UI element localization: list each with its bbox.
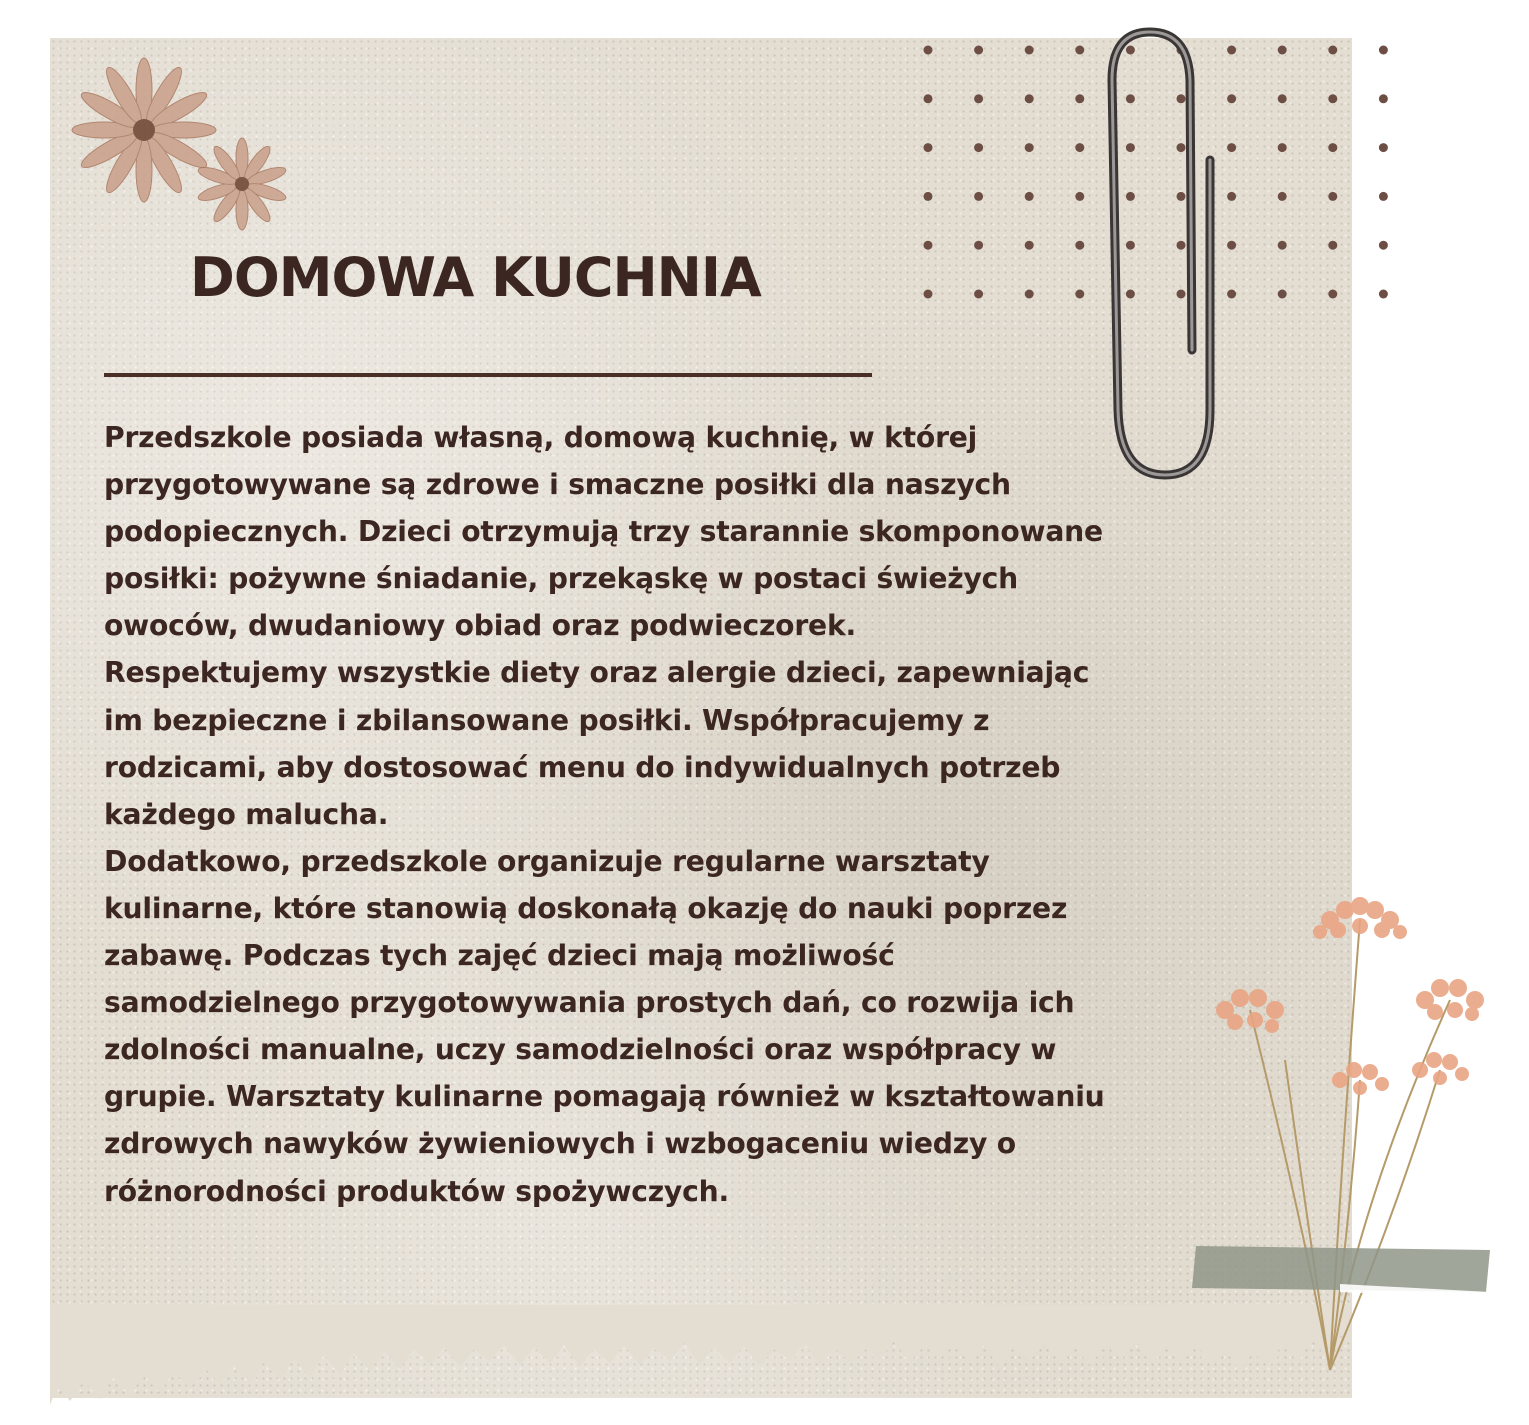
text-line: Dodatkowo, przedszkole organizuje regularne warsztaty: [104, 844, 990, 878]
text-line: im bezpieczne i zbilansowane posiłki. Współpracujemy z: [104, 703, 990, 737]
torn-paper-edge: [50, 1305, 1352, 1425]
dot: [1379, 290, 1388, 299]
text-line: owoców, dwudaniowy obiad oraz podwieczorek.: [104, 609, 857, 643]
text-line: kulinarne, które stanowią doskonałą okazję do nauki poprzez: [104, 891, 1068, 925]
page-title: DOMOWA KUCHNIA: [190, 246, 761, 309]
dot: [1379, 46, 1388, 55]
text-line: Respektujemy wszystkie diety oraz alergie dzieci, zapewniając: [104, 656, 1090, 690]
text-line: różnorodności produktów spożywczych.: [104, 1174, 729, 1208]
dot: [1379, 241, 1388, 250]
text-line: rodzicami, aby dostosować menu do indywidualnych potrzeb: [104, 750, 1061, 784]
text-line: każdego malucha.: [104, 797, 389, 831]
dot: [1379, 143, 1388, 152]
pressed-flower-icon: [1190, 880, 1520, 1380]
text-line: zdolności manualne, uczy samodzielności oraz współpracy w: [104, 1033, 1057, 1067]
dried-flower-icon: [56, 52, 296, 232]
text-line: samodzielnego przygotowywania prostych dań, co rozwija ich: [104, 986, 1075, 1020]
text-line: posiłki: pożywne śniadanie, przekąskę w postaci świeżych: [104, 562, 1019, 596]
body-text: [104, 414, 1264, 1215]
tape-strip-icon: [1192, 1246, 1490, 1298]
text-line: przygotowywane są zdrowe i smaczne posiłki dla naszych: [104, 468, 1011, 502]
text-line: grupie. Warsztaty kulinarne pomagają również w kształtowaniu: [104, 1080, 1105, 1114]
title-divider: [104, 373, 872, 377]
text-line: Przedszkole posiada własną, domową kuchnię, w której: [104, 421, 978, 454]
dot: [1379, 192, 1388, 201]
text-line: zabawę. Podczas tych zajęć dzieci mają możliwość: [104, 939, 895, 973]
dot: [1379, 94, 1388, 103]
text-line: zdrowych nawyków żywieniowych i wzbogaceniu wiedzy o: [104, 1127, 1016, 1161]
text-line: podopiecznych. Dzieci otrzymują trzy starannie skomponowane: [104, 515, 1103, 549]
